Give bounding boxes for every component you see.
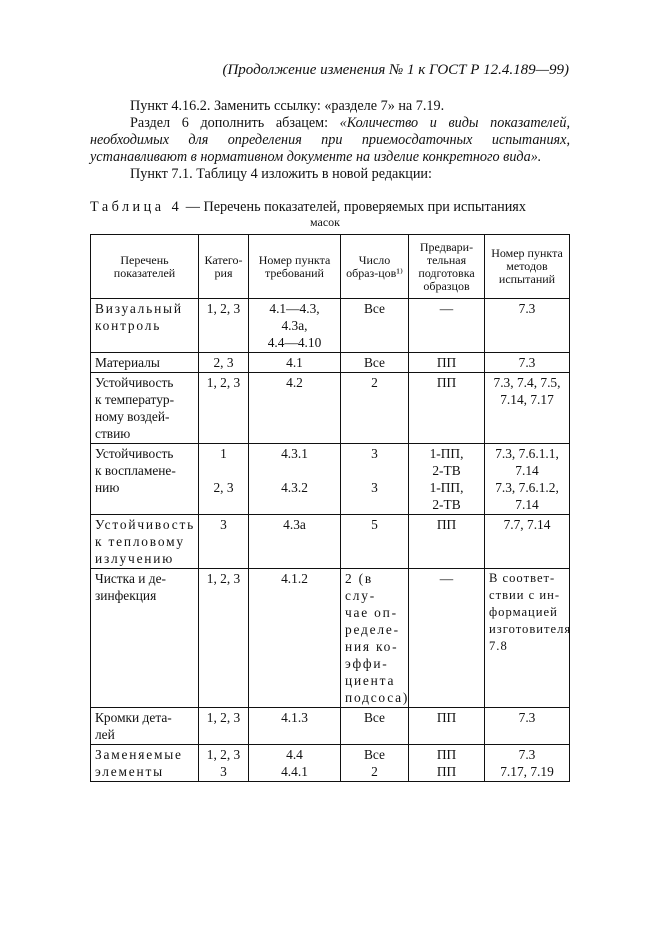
cell-preparation: ПП <box>409 708 485 745</box>
cell-method: 7.3, 7.6.1.1, 7.14 7.3, 7.6.1.2, 7.14 <box>485 444 570 515</box>
col-header-test-method: Номер пункта методов испытаний <box>485 235 570 299</box>
table-caption-label: Таблица 4 <box>90 199 183 215</box>
cell-clause: 4.1—4.3, 4.3а, 4.4—4.10 <box>249 299 341 353</box>
cell-preparation: ПП ПП <box>409 745 485 782</box>
cell-samples: 3 3 <box>341 444 409 515</box>
cell-category: 1, 2, 3 <box>199 569 249 708</box>
col-header-preparation: Предвари-тельная подготовка образцов <box>409 235 485 299</box>
paragraph-1: Пункт 4.16.2. Заменить ссылку: «разделе 7» на 7.19. <box>130 98 445 114</box>
cell-category: 2, 3 <box>199 353 249 373</box>
cell-category: 3 <box>199 515 249 569</box>
cell-method: 7.3, 7.4, 7.5, 7.14, 7.17 <box>485 373 570 444</box>
table-row <box>91 708 570 745</box>
col-header-requirement-clause: Номер пункта требований <box>249 235 341 299</box>
cell-samples: Все <box>341 299 409 353</box>
cell-clause: 4.2 <box>249 373 341 444</box>
cell-preparation: ПП <box>409 373 485 444</box>
cell-indicator: Чистка и де- зинфекция <box>91 569 199 708</box>
cell-method: 7.3 <box>485 708 570 745</box>
cell-category: 1, 2, 3 3 <box>199 745 249 782</box>
cell-clause: 4.3а <box>249 515 341 569</box>
cell-indicator: Заменяемые элементы <box>91 745 199 782</box>
cell-clause: 4.1.2 <box>249 569 341 708</box>
table-row <box>91 569 570 708</box>
cell-method: 7.7, 7.14 <box>485 515 570 569</box>
cell-indicator: Устойчивость к температур- ному воздей- ствию <box>91 373 199 444</box>
table-row <box>91 353 570 373</box>
paragraph-2-quote: «Количество и виды показателей, необходимых для определения при приемосдаточных испытаниях, устанавливают в нормативном документе на изделие конкретного вида». <box>90 115 570 165</box>
col-header-indicators: Перечень показателей <box>91 235 199 299</box>
cell-indicator: Материалы <box>91 353 199 373</box>
cell-indicator: Устойчивость к воспламене- нию <box>91 444 199 515</box>
cell-preparation: — <box>409 299 485 353</box>
paragraph-2-intro: Раздел 6 дополнить абзацем: <box>130 115 340 131</box>
cell-samples: 2 <box>341 373 409 444</box>
paragraph-3: Пункт 7.1. Таблицу 4 изложить в новой редакции: <box>130 166 432 182</box>
cell-indicator: Устойчивость к тепловому излучению <box>91 515 199 569</box>
table-row <box>91 444 570 515</box>
table-row <box>91 745 570 782</box>
col-header-sample-count: Число образ-цов¹⁾ <box>341 235 409 299</box>
cell-category: 1, 2, 3 <box>199 708 249 745</box>
col-header-category: Катего-рия <box>199 235 249 299</box>
cell-samples: Все 2 <box>341 745 409 782</box>
cell-category: 1, 2, 3 <box>199 373 249 444</box>
cell-clause: 4.3.1 4.3.2 <box>249 444 341 515</box>
table-header-row <box>91 235 570 299</box>
paragraph-2 <box>90 115 570 166</box>
cell-method: 7.3 <box>485 299 570 353</box>
cell-method: 7.3 7.17, 7.19 <box>485 745 570 782</box>
table-row <box>91 515 570 569</box>
document-header: (Продолжение изменения № 1 к ГОСТ Р 12.4.189—99) <box>222 62 569 78</box>
cell-preparation: — <box>409 569 485 708</box>
cell-indicator: Кромки дета- лей <box>91 708 199 745</box>
cell-clause: 4.4 4.4.1 <box>249 745 341 782</box>
cell-method: В соответ- ствии с ин- формацией изготовителя 7.8 <box>485 569 570 708</box>
table-caption <box>90 200 568 230</box>
cell-category: 1, 2, 3 <box>199 299 249 353</box>
table-caption-text: — Перечень показателей, проверяемых при испытаниях <box>182 199 526 215</box>
cell-method: 7.3 <box>485 353 570 373</box>
cell-clause: 4.1 <box>249 353 341 373</box>
cell-samples: Все <box>341 353 409 373</box>
cell-preparation: ПП <box>409 515 485 569</box>
cell-preparation: 1-ПП, 2-ТВ 1-ПП, 2-ТВ <box>409 444 485 515</box>
table-row <box>91 299 570 353</box>
cell-samples: Все <box>341 708 409 745</box>
cell-samples: 2 (в слу- чае оп- ределе- ния ко- эффи- циента подсоса) <box>341 569 409 708</box>
indicators-table <box>90 234 570 782</box>
cell-indicator: Визуальный контроль <box>91 299 199 353</box>
table-caption-line2: масок <box>310 215 340 229</box>
cell-preparation: ПП <box>409 353 485 373</box>
cell-category: 1 2, 3 <box>199 444 249 515</box>
table-row <box>91 373 570 444</box>
cell-clause: 4.1.3 <box>249 708 341 745</box>
cell-samples: 5 <box>341 515 409 569</box>
